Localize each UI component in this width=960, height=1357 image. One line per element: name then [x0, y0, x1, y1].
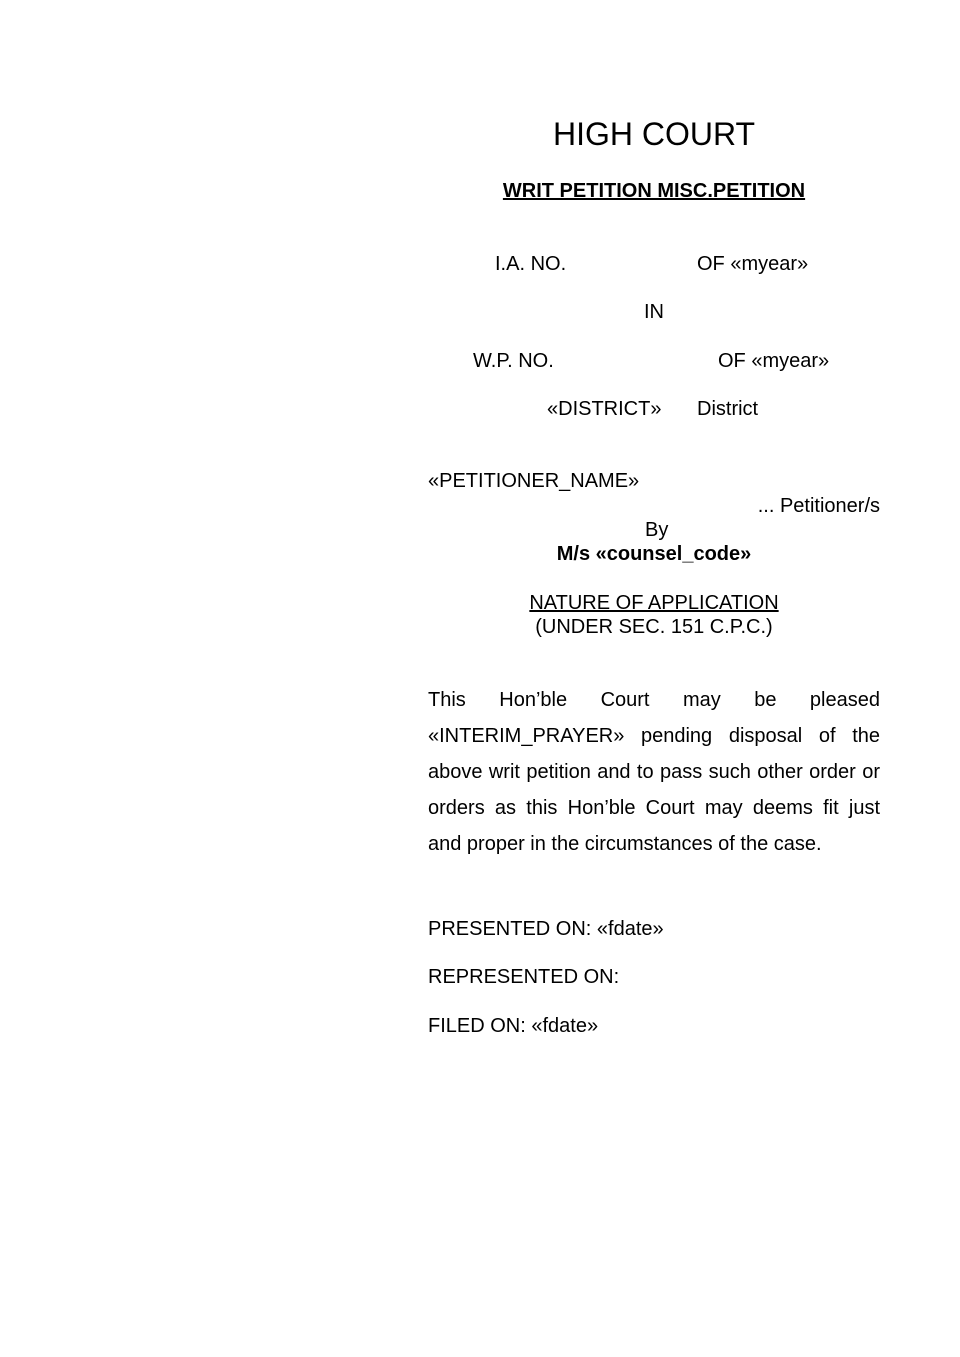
ia-number-label: I.A. NO.	[495, 253, 567, 275]
presented-on: PRESENTED ON: «fdate»	[428, 918, 664, 940]
document-subtitle: WRIT PETITION MISC.PETITION	[502, 180, 806, 202]
by-label: By	[645, 519, 669, 541]
petitioner-name: «PETITIONER_NAME»	[428, 470, 640, 492]
page-title: HIGH COURT	[552, 116, 756, 152]
district-label: District	[697, 398, 759, 420]
wp-year-field: OF «myear»	[718, 350, 830, 372]
section-reference: (UNDER SEC. 151 C.P.C.)	[535, 616, 773, 638]
ia-year-field: OF «myear»	[697, 253, 809, 275]
petitioner-role: ... Petitioner/s	[757, 495, 880, 517]
counsel-name: M/s «counsel_code»	[556, 543, 752, 565]
nature-of-application-heading: NATURE OF APPLICATION	[529, 592, 779, 614]
wp-number-label: W.P. NO.	[473, 350, 554, 372]
in-label: IN	[644, 301, 664, 323]
prayer-paragraph	[428, 682, 880, 862]
represented-on: REPRESENTED ON:	[428, 966, 620, 988]
filed-on: FILED ON: «fdate»	[428, 1015, 599, 1037]
prayer-text: This Hon’ble Court may be pleased «INTERIM_PRAYER» pending disposal of the above writ petition and to pass such other order or orders as this Hon’ble Court may deems fit just and proper in the circumstances of the case.	[428, 689, 880, 855]
district-field: «DISTRICT»	[547, 398, 662, 420]
